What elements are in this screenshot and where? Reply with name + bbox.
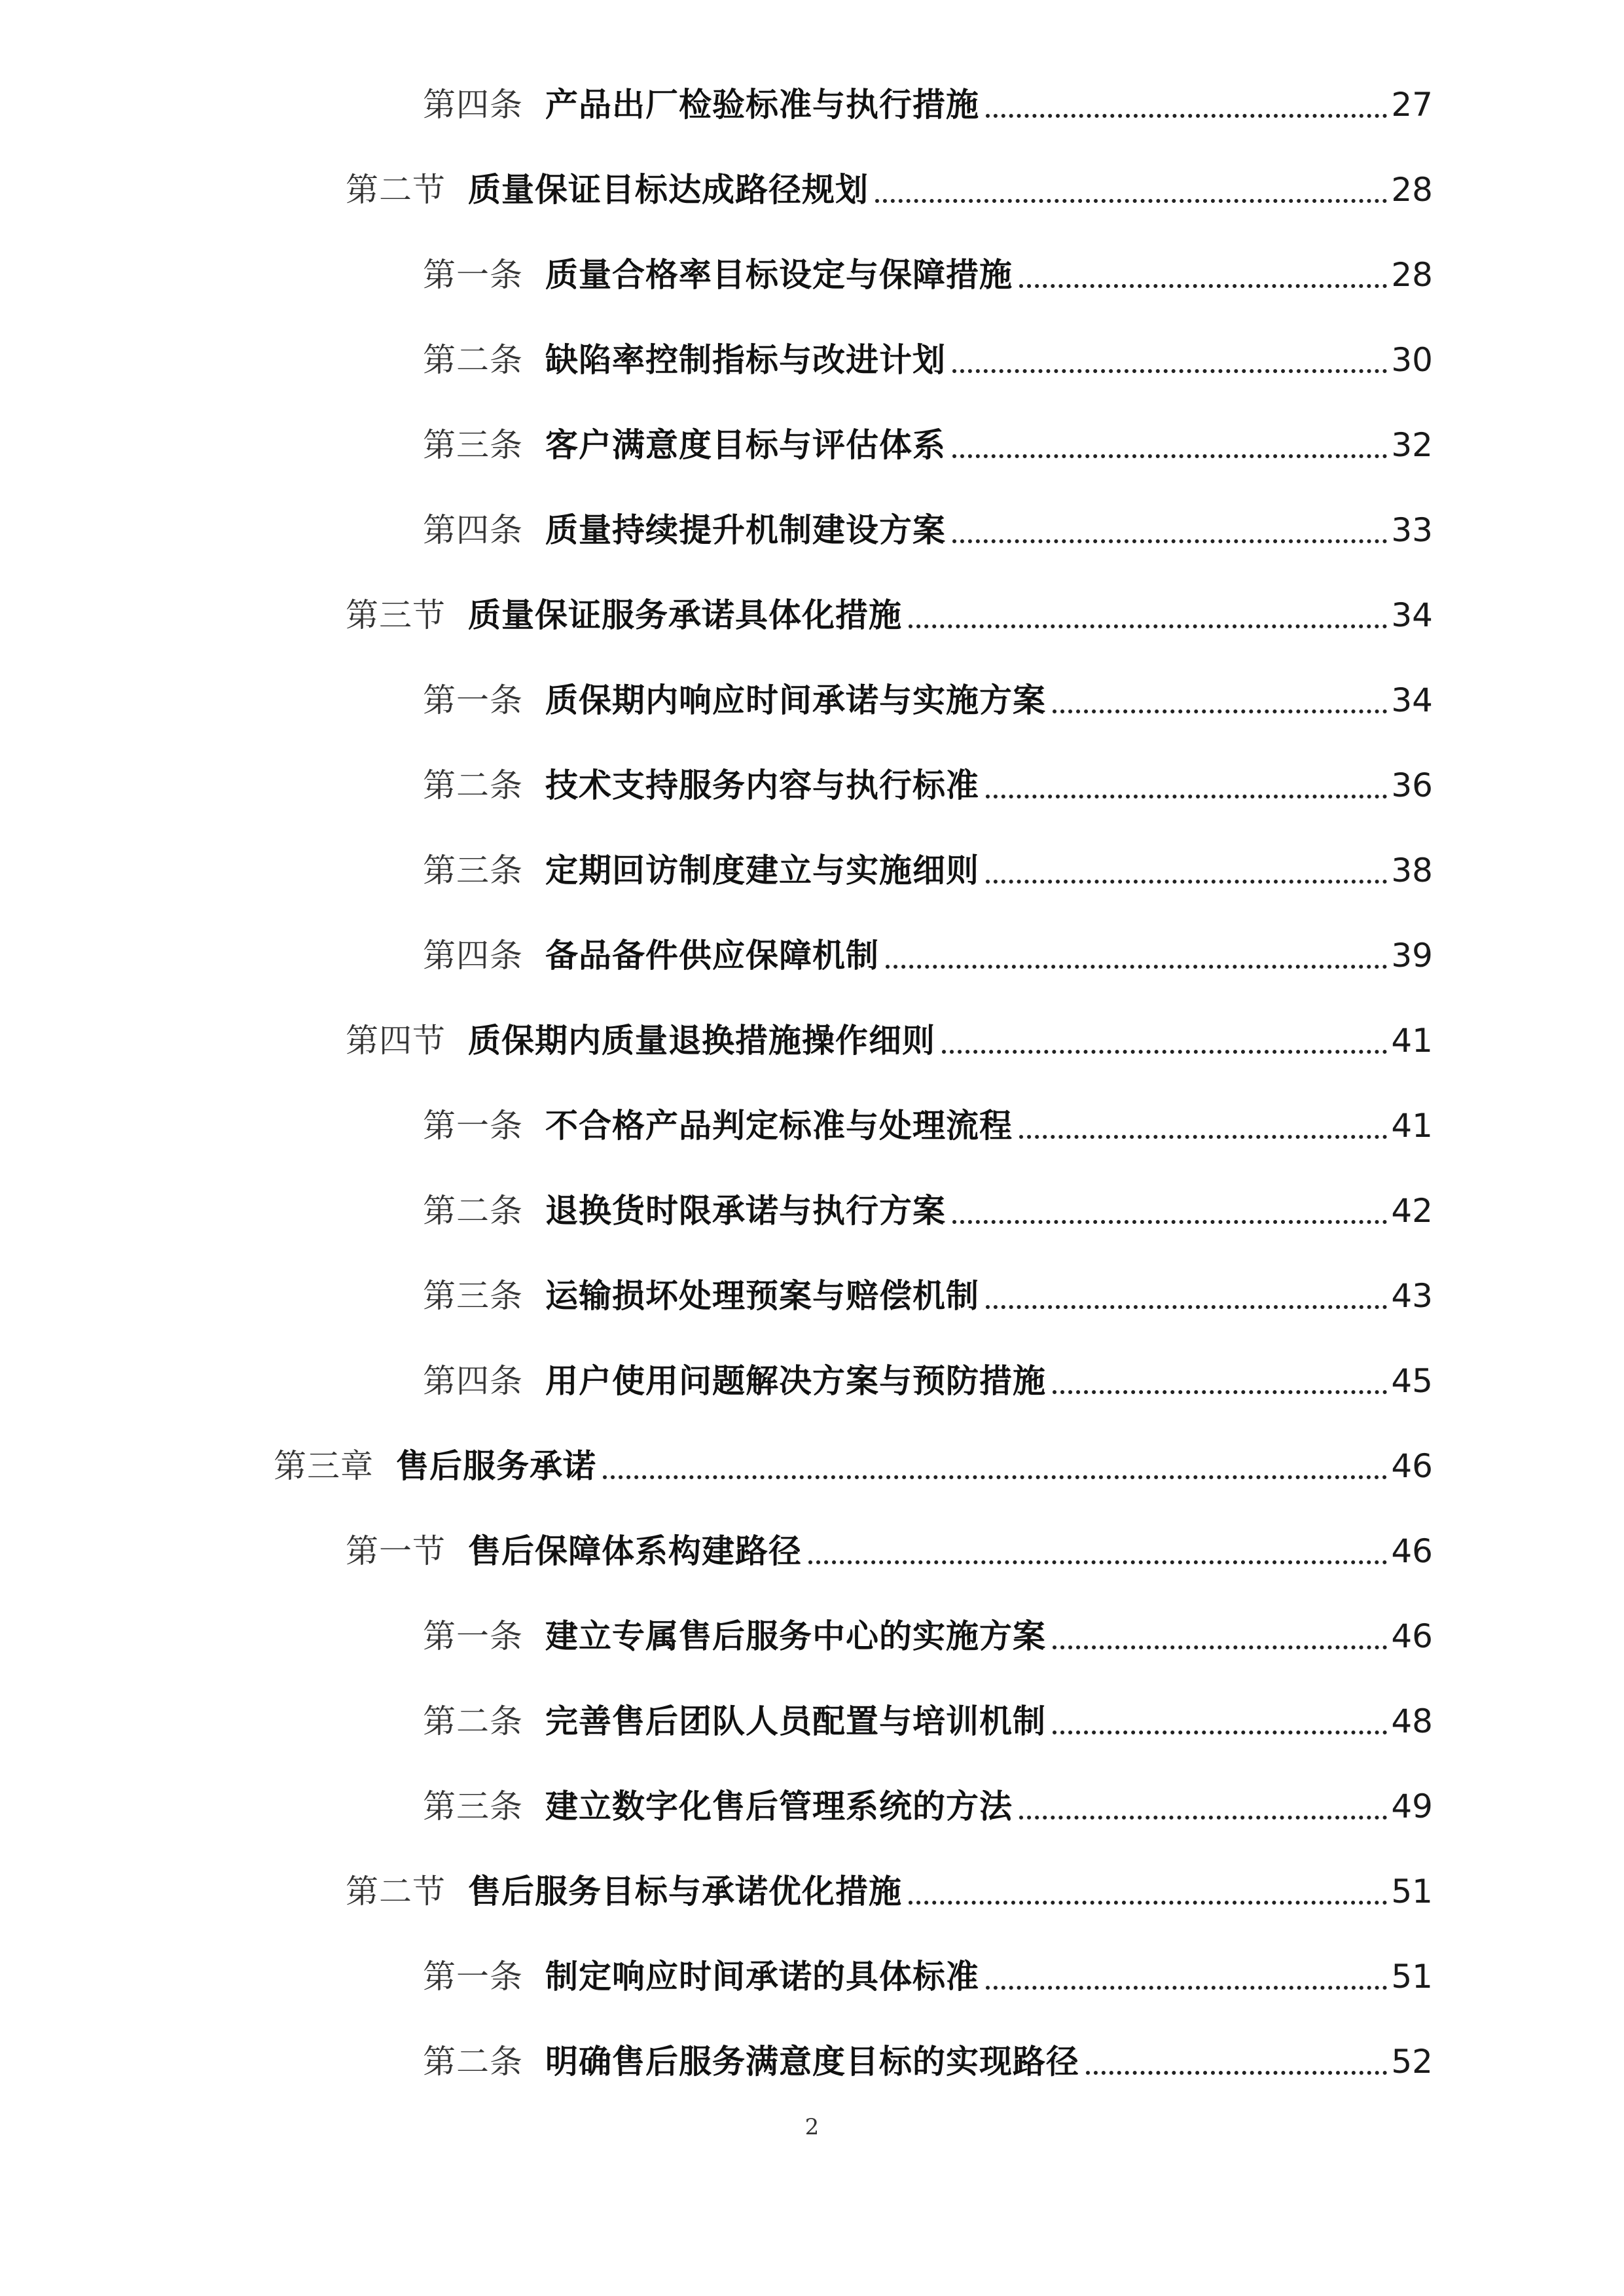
toc-dot-leader [1053,1645,1387,1649]
toc-dot-leader [1019,284,1387,288]
toc-entry[interactable] [423,674,1433,726]
toc-entry-number: 第三条 [423,852,523,889]
toc-entry-number: 第三条 [423,1277,523,1315]
toc-entry[interactable] [346,1014,1433,1067]
toc-dot-leader [986,1986,1387,1990]
toc-entry-number: 第四条 [423,937,523,975]
toc-entry-number: 第三章 [274,1447,374,1485]
toc-entry-title: 备品备件供应保障机制 [545,936,879,975]
toc-entry-title: 质保期内质量退换措施操作细则 [468,1021,935,1060]
toc-entry[interactable] [346,164,1433,216]
toc-entry-page: 36 [1391,766,1433,804]
toc-entry-title: 缺陷率控制指标与改进计划 [545,340,946,379]
toc-entry-number: 第二条 [423,1192,523,1230]
toc-entry-number: 第一节 [346,1532,446,1570]
toc-dot-leader [986,114,1387,118]
toc-entry-number: 第四条 [423,511,523,549]
toc-entry-title: 退换货时限承诺与执行方案 [545,1191,946,1230]
toc-entry-page: 38 [1391,852,1433,889]
toc-entry-page: 51 [1391,1873,1433,1910]
toc-entry-title: 技术支持服务内容与执行标准 [545,766,979,804]
toc-dot-leader [986,795,1387,798]
toc-entry[interactable] [423,1695,1433,1748]
toc-entry-page: 27 [1391,86,1433,124]
toc-entry-page: 28 [1391,256,1433,294]
toc-entry-title: 质量保证目标达成路径规划 [468,170,869,209]
toc-dot-leader [808,1560,1387,1564]
toc-entry-title: 质保期内响应时间承诺与实施方案 [545,681,1046,719]
toc-entry[interactable] [423,504,1433,556]
toc-dot-leader [1053,1390,1387,1394]
toc-entry-page: 45 [1391,1362,1433,1400]
toc-dot-leader [986,1305,1387,1309]
toc-entry-title: 建立专属售后服务中心的实施方案 [545,1617,1046,1655]
toc-entry-title: 售后服务承诺 [396,1446,596,1485]
toc-entry[interactable] [346,1525,1433,1577]
toc-entry-page: 33 [1391,511,1433,549]
toc-entry-page: 51 [1391,1958,1433,1996]
toc-entry-page: 41 [1391,1022,1433,1060]
toc-entry[interactable] [423,419,1433,471]
toc-dot-leader [952,1220,1387,1224]
toc-dot-leader [986,880,1387,884]
toc-entry[interactable] [423,79,1433,131]
toc-entry-number: 第四条 [423,1362,523,1400]
toc-entry[interactable] [423,844,1433,897]
toc-entry-number: 第一条 [423,681,523,719]
toc-entry-title: 质量合格率目标设定与保障措施 [545,255,1013,294]
toc-entry[interactable] [423,1100,1433,1152]
toc-dot-leader [875,199,1387,203]
toc-entry-page: 43 [1391,1277,1433,1315]
toc-entry[interactable] [423,1780,1433,1833]
toc-dot-leader [603,1475,1387,1479]
toc-entry[interactable] [423,1270,1433,1322]
toc-entry-number: 第三条 [423,1787,523,1825]
toc-entry-number: 第二节 [346,1873,446,1910]
toc-entry-number: 第四节 [346,1022,446,1060]
toc-entry[interactable] [346,589,1433,641]
toc-entry-title: 客户满意度目标与评估体系 [545,425,946,464]
toc-dot-leader [1053,1731,1387,1734]
toc-entry[interactable] [423,249,1433,301]
toc-entry-page: 49 [1391,1787,1433,1825]
toc-entry-number: 第三节 [346,596,446,634]
toc-entry-number: 第四条 [423,86,523,124]
toc-entry-number: 第一条 [423,1958,523,1996]
toc-entry-number: 第二条 [423,766,523,804]
toc-entry-page: 46 [1391,1532,1433,1570]
toc-entry[interactable] [423,1950,1433,2003]
toc-entry-page: 46 [1391,1617,1433,1655]
toc-entry-title: 质量保证服务承诺具体化措施 [468,596,902,634]
toc-entry-title: 质量持续提升机制建设方案 [545,511,946,549]
toc-entry-title: 完善售后团队人员配置与培训机制 [545,1702,1046,1740]
toc-entry-number: 第二条 [423,2043,523,2081]
toc-entry-title: 建立数字化售后管理系统的方法 [545,1787,1013,1825]
toc-entry[interactable] [423,1185,1433,1237]
toc-entry-page: 34 [1391,681,1433,719]
page-number: 2 [804,2114,820,2140]
toc-entry-title: 售后保障体系构建路径 [468,1532,802,1570]
toc-entry-number: 第一条 [423,1107,523,1145]
toc-entry-page: 48 [1391,1702,1433,1740]
toc-dot-leader [1019,1135,1387,1139]
toc-entry-number: 第一条 [423,256,523,294]
toc-entry[interactable] [423,2036,1433,2088]
toc-dot-leader [1053,709,1387,713]
toc-dot-leader [886,965,1387,969]
toc-entry-number: 第三条 [423,426,523,464]
toc-entry[interactable] [423,929,1433,982]
toc-dot-leader [942,1050,1387,1054]
toc-entry-title: 制定响应时间承诺的具体标准 [545,1957,979,1996]
toc-entry-title: 运输损坏处理预案与赔偿机制 [545,1276,979,1315]
toc-entry-title: 售后服务目标与承诺优化措施 [468,1872,902,1910]
toc-entry-number: 第二节 [346,171,446,209]
toc-entry-title: 不合格产品判定标准与处理流程 [545,1106,1013,1145]
toc-entry-page: 30 [1391,341,1433,379]
toc-entry[interactable] [423,1355,1433,1407]
toc-entry-number: 第二条 [423,1702,523,1740]
toc-dot-leader [909,1901,1387,1905]
toc-entry-page: 41 [1391,1107,1433,1145]
toc-entry[interactable] [423,334,1433,386]
toc-entry-page: 52 [1391,2043,1433,2081]
toc-entry[interactable] [274,1440,1433,1492]
toc-dot-leader [1019,1816,1387,1820]
toc-dot-leader [1086,2071,1387,2075]
toc-dot-leader [909,624,1387,628]
toc-entry-title: 用户使用问题解决方案与预防措施 [545,1361,1046,1400]
toc-entry-page: 34 [1391,596,1433,634]
toc-dot-leader [952,539,1387,543]
toc-dot-leader [952,369,1387,373]
toc-entry-title: 定期回访制度建立与实施细则 [545,851,979,889]
toc-entry-page: 46 [1391,1447,1433,1485]
toc-entry-page: 39 [1391,937,1433,975]
toc-entry-number: 第一条 [423,1617,523,1655]
toc-entry-page: 28 [1391,171,1433,209]
toc-entry[interactable] [423,759,1433,812]
toc-entry-page: 42 [1391,1192,1433,1230]
toc-entry-number: 第二条 [423,341,523,379]
toc-dot-leader [952,454,1387,458]
toc-entry-title: 明确售后服务满意度目标的实现路径 [545,2042,1079,2081]
toc-entry-page: 32 [1391,426,1433,464]
toc-entry[interactable] [423,1610,1433,1662]
toc-entry[interactable] [346,1865,1433,1918]
toc-entry-title: 产品出厂检验标准与执行措施 [545,85,979,124]
